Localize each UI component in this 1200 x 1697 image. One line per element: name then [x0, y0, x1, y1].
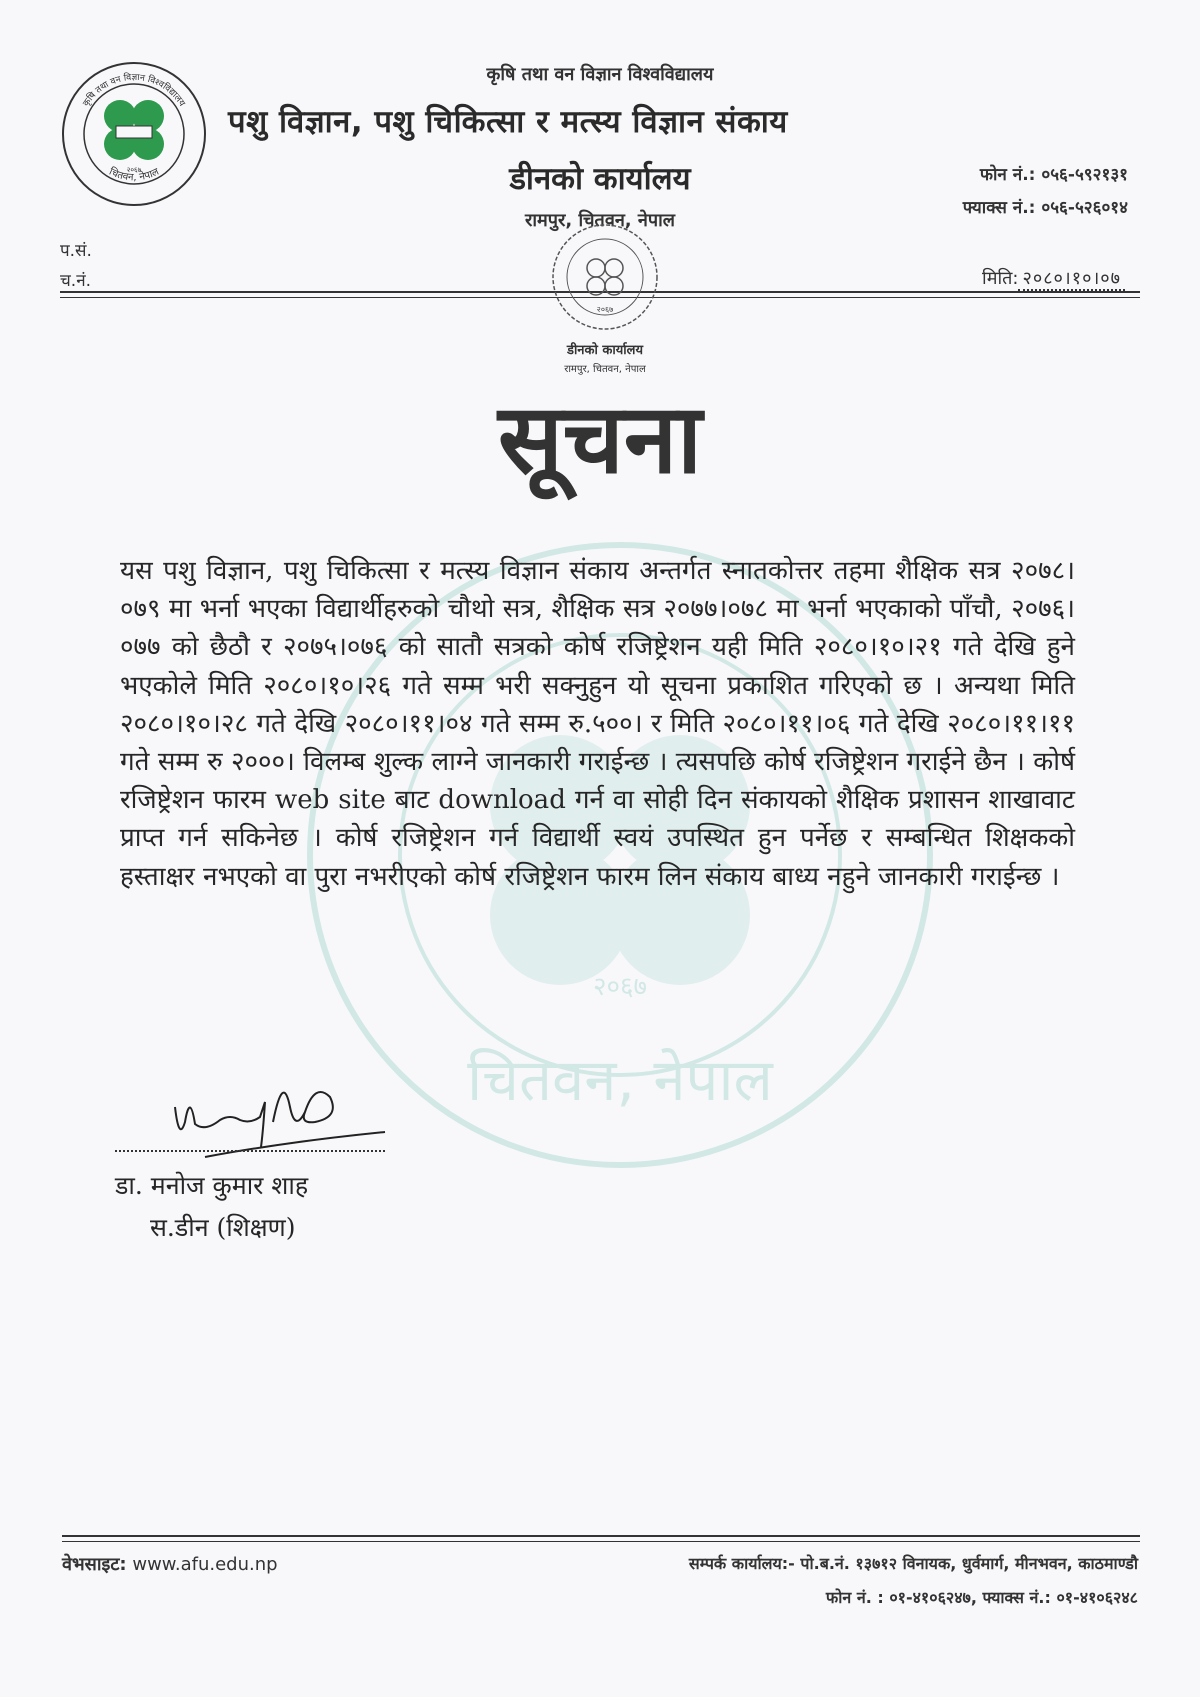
stamp-line1: डीनको कार्यालय: [566, 343, 644, 358]
faculty-name: पशु विज्ञान, पशु चिकित्सा र मत्स्य विज्ञान संकाय: [228, 104, 788, 140]
footer-website: [62, 1552, 278, 1576]
signature-scribble: [165, 1062, 425, 1172]
fax-number: फ्याक्स नं.: ०५६-५२६०१४: [962, 198, 1128, 218]
watermark-year: २०६७: [592, 972, 648, 1002]
stamp-year: २०६७: [596, 305, 614, 314]
contact-office: सम्पर्क कार्यालय:- पो.ब.नं. १३७१२ विनायक, धुर्वमार्ग, मीनभवन, काठमाण्डौ: [688, 1554, 1138, 1573]
signatory-title: स.डीन (शिक्षण): [150, 1213, 296, 1242]
date-label: मिति:: [982, 268, 1019, 289]
signature-line: [115, 1150, 385, 1152]
website-link[interactable]: www.afu.edu.np: [132, 1554, 278, 1575]
logo-year: २०६७: [126, 166, 142, 174]
letter-date: [982, 266, 1125, 290]
signatory-name: डा. मनोज कुमार शाह: [115, 1171, 309, 1200]
university-name: कृषि तथा वन विज्ञान विश्वविद्यालय: [486, 64, 714, 85]
notice-body: यस पशु विज्ञान, पशु चिकित्सा र मत्स्य विज्ञान संकाय अन्तर्गत स्नातकोत्तर तहमा शैक्षिक सत्र २०७८।०७९ मा भर्ना भएका विद्यार्थीहरुको चौथो सत्र, शैक्षिक सत्र २०७७।०७८ मा भर्ना भएकाको पाँचौ, २०७६।०७७ को छैठौ र २०७५।०७६ को सातौ सत्रको कोर्ष रजिष्ट्रेशन यही मिति २०८०।१०।२१ गते देखि हुने भएकोले मिति २०८०।१०।२६ गते सम्म भरी सक्नुहुन यो सूचना प्रकाशित गरिएको छ । अन्यथा मिति २०८०।१०।२८ गते देखि २०८०।११।०४ गते सम्म रु.५००। र मिति २०८०।११।०६ गते देखि २०८०।११।११ गते सम्म रु २०००। विलम्ब शुल्क लाग्ने जानकारी गराईन्छ । त्यसपछि कोर्ष रजिष्ट्रेशन गराईने छैन । कोर्ष रजिष्ट्रेशन फारम web site बाट download गर्न वा सोही दिन संकायको शैक्षिक प्रशासन शाखावाट प्राप्त गर्न सकिनेछ । कोर्ष रजिष्ट्रेशन गर्न विद्यार्थी स्वयं उपस्थित हुन पर्नेछ र सम्बन्धित शिक्षकको हस्ताक्षर नभएको वा पुरा नभरीएको कोर्ष रजिष्ट्रेशन फारम लिन संकाय बाध्य नहुने जानकारी गराईन्छ ।: [120, 556, 1075, 892]
patra-sankhya: प.सं.: [60, 241, 92, 261]
logo-ring-text-top: कृषि तथा वन विज्ञान विश्वविद्यालय: [81, 72, 187, 109]
phone-number: फोन नं.: ०५६-५९२१३१: [979, 165, 1128, 185]
footer-rule: [62, 1535, 1140, 1542]
watermark-text: चितवन, नेपाल: [467, 1046, 773, 1114]
contact-phone: फोन नं. : ०१-४१०६२४७, फ्याक्स नं.: ०१-४१०६२४८: [825, 1588, 1138, 1607]
stamp-line2: रामपुर, चितवन, नेपाल: [564, 364, 646, 375]
stamp-clover-icon: [587, 259, 623, 295]
notice-title: सूचना: [498, 383, 702, 495]
office-address: रामपुर, चितवन, नेपाल: [524, 210, 675, 231]
chalani-number: च.नं.: [60, 271, 92, 291]
office-name: डीनको कार्यालय: [509, 161, 691, 197]
website-label: वेभसाइट:: [62, 1554, 127, 1575]
logo-ring-text-bottom: चितवन, नेपाल: [107, 166, 161, 184]
date-value: २०८०।१०।०७: [1018, 268, 1125, 291]
